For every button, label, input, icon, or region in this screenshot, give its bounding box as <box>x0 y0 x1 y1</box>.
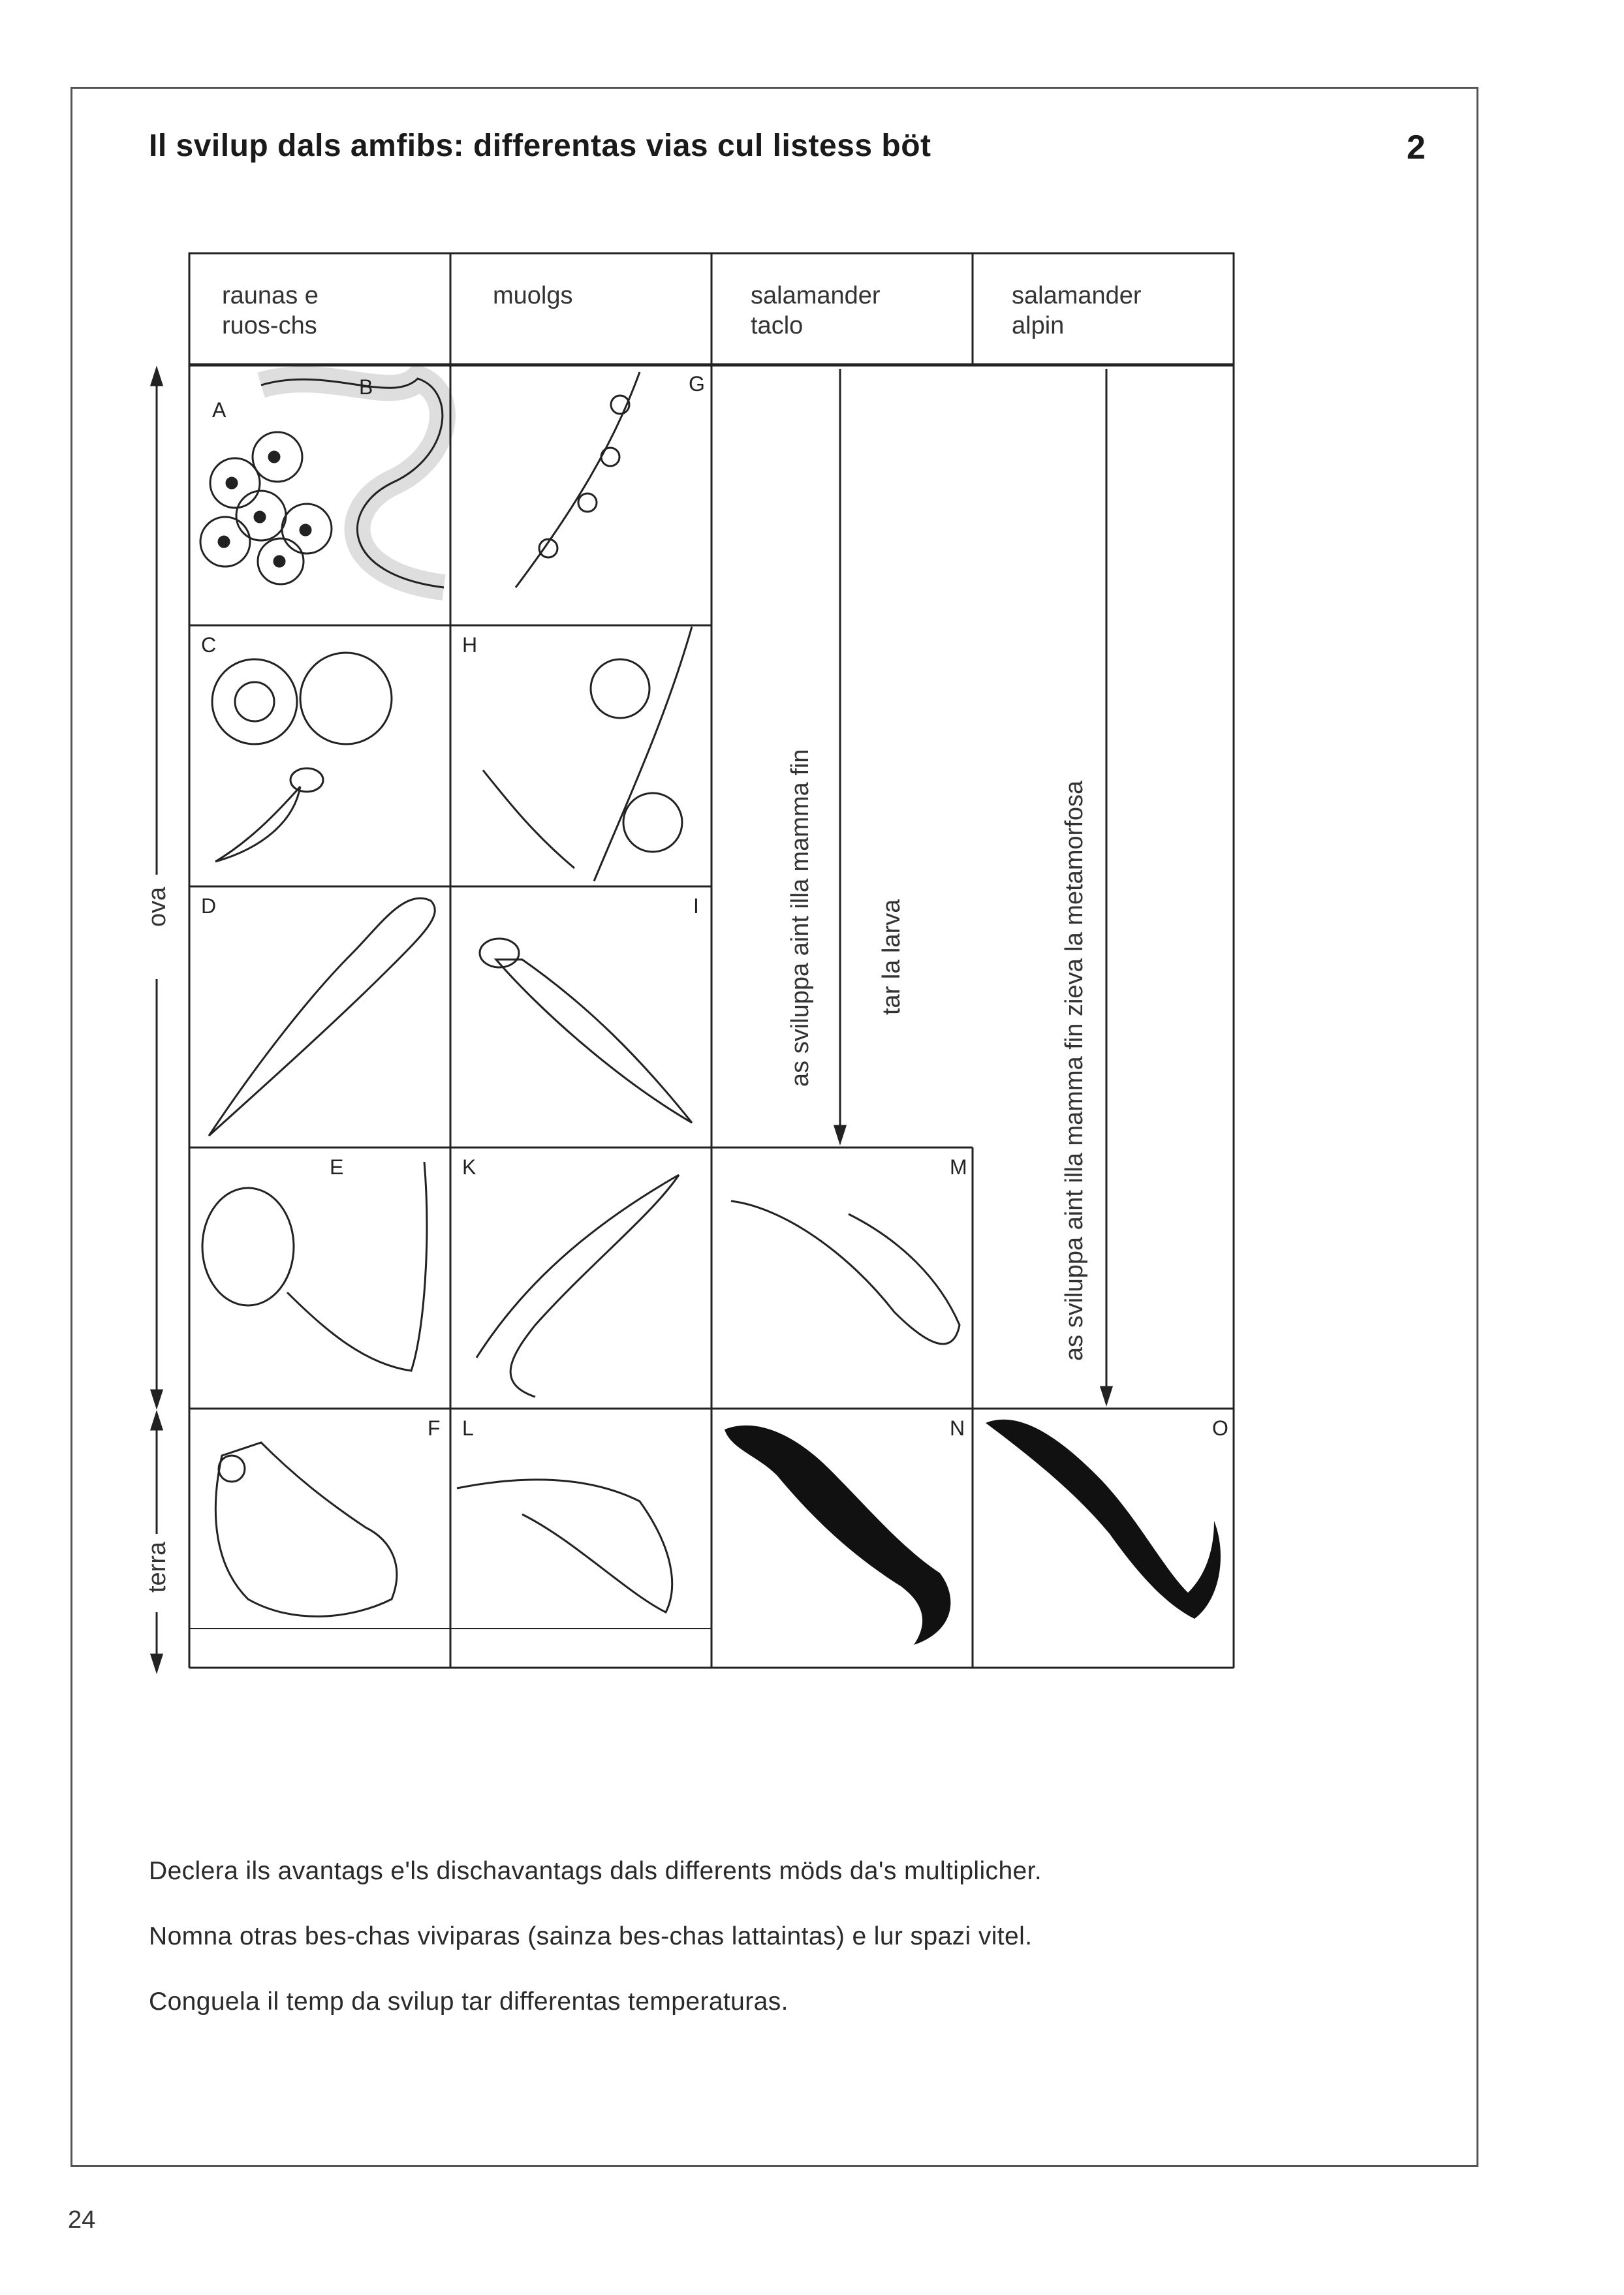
side-label-ova: ova <box>144 886 171 927</box>
label-alpine-salamander-mother: as sviluppa aint illa mamma fin zieva la metamorfosa <box>1061 780 1088 1361</box>
fire-salamander-silhouette <box>725 1426 950 1645</box>
cell-letter-m: M <box>950 1155 967 1179</box>
column-header-frogs: raunas e ruos-chs <box>222 282 319 339</box>
label-fire-salamander-larva: tar la larva <box>878 899 905 1015</box>
cell-letter-c: C <box>201 633 217 657</box>
cell-letter-a: A <box>212 398 226 422</box>
side-label-terra: terra <box>144 1541 171 1593</box>
cell-letter-h: H <box>462 633 478 657</box>
cell-letter-g: G <box>689 372 705 396</box>
cell-letter-n: N <box>950 1416 965 1440</box>
alpine-salamander-silhouette <box>986 1420 1221 1619</box>
sheet-number: 2 <box>1407 129 1426 166</box>
column-header-fire-salamander: salamander taclo <box>751 282 881 339</box>
column-header-alpine-salamander: salamander alpin <box>1012 282 1142 339</box>
cell-letter-b: B <box>359 375 373 399</box>
questions <box>149 1857 1042 2053</box>
cell-letter-f: F <box>428 1416 441 1440</box>
label-fire-salamander-mother: as sviluppa aint illa mamma fin <box>787 749 814 1087</box>
question-1: Declera ils avantags e'ls dischavantags dals differents möds da's multiplicher. <box>149 1857 1042 1885</box>
cell-letter-l: L <box>462 1416 474 1440</box>
page-number: 24 <box>68 2206 96 2234</box>
cell-letter-e: E <box>330 1155 344 1179</box>
cell-letter-d: D <box>201 894 217 918</box>
page-title: Il svilup dals amfibs: differentas vias cul listess böt <box>149 129 931 163</box>
column-header-newts: muolgs <box>493 282 573 309</box>
cell-letter-k: K <box>462 1155 476 1179</box>
cell-letter-i: I <box>693 894 699 918</box>
frog-spawn-drawing <box>200 432 332 584</box>
question-2: Nomna otras bes-chas viviparas (sainza bes-chas lattaintas) e lur spazi vitel. <box>149 1922 1033 1950</box>
cell-letter-o: O <box>1212 1416 1228 1440</box>
question-3: Conguela il temp da svilup tar differentas temperaturas. <box>149 1988 789 2016</box>
